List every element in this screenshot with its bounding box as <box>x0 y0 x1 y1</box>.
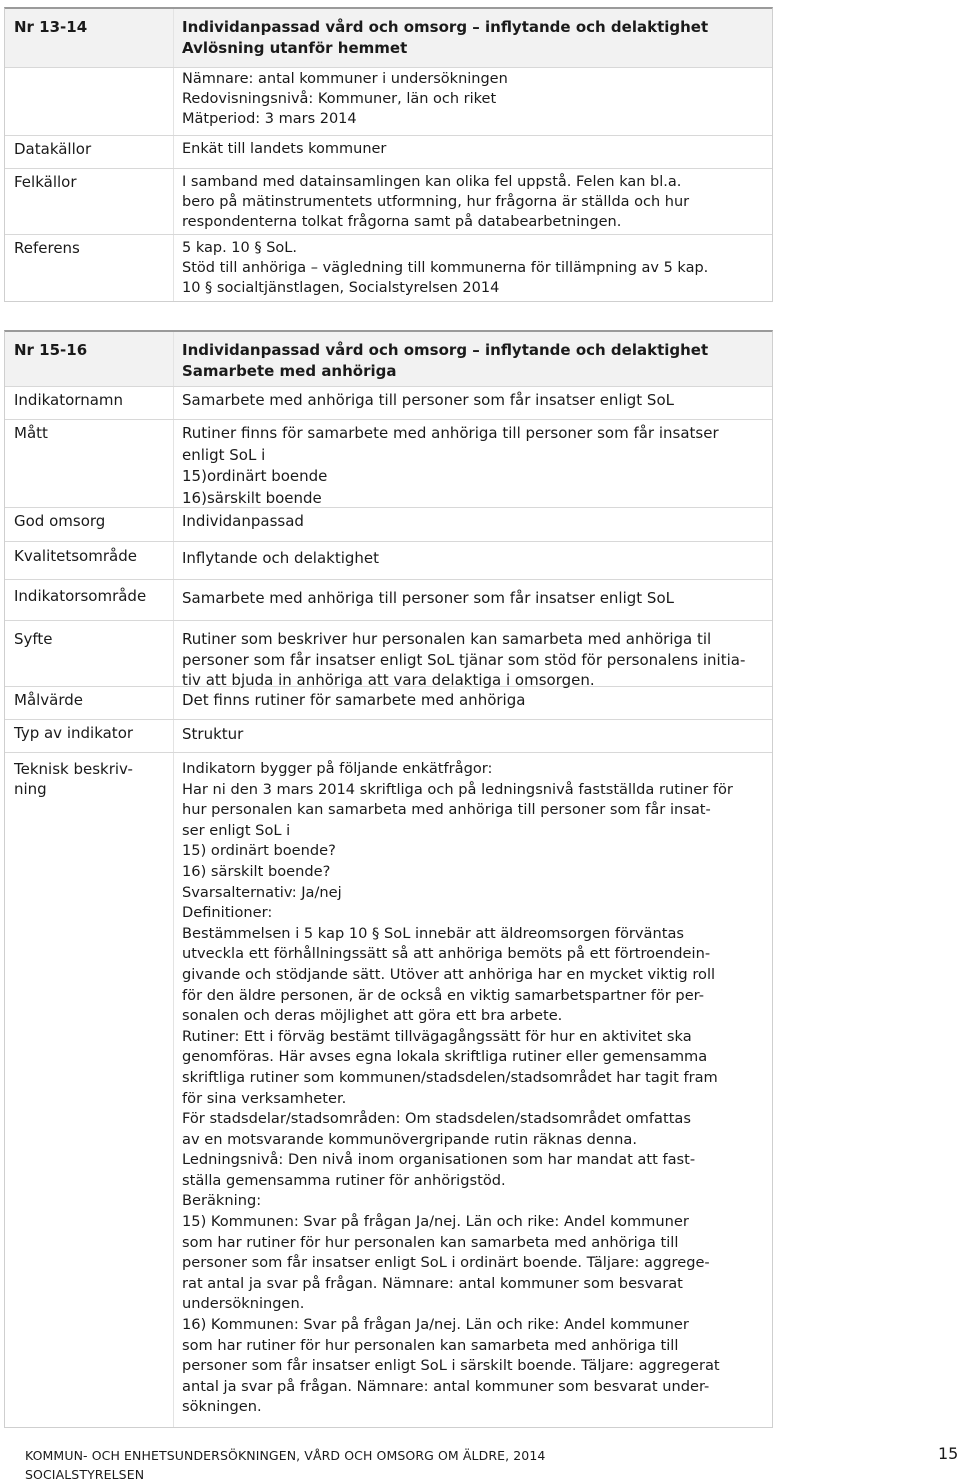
row-label: Målvärde <box>14 691 84 709</box>
description-line: som har rutiner för hur personalen kan samarbeta med anhöriga till <box>182 1336 679 1354</box>
description-line: utveckla ett förhållningssätt så att anhöriga bemöts på ett förtroendein- <box>182 945 711 963</box>
row-label: Felkällor <box>14 173 77 191</box>
description-line: sonalen och deras möjlighet att göra ett bra arbete. <box>182 1007 563 1025</box>
indicator-number: Nr 13-14 <box>14 18 88 36</box>
table-row: Indikatorsområde Samarbete med anhöriga till personer som får insatser enligt SoL <box>5 579 772 620</box>
row-label: Referens <box>14 239 80 257</box>
footer <box>25 1446 545 1484</box>
table-row <box>5 752 772 1427</box>
description-line: Bestämmelsen i 5 kap 10 § SoL innebär att äldreomsorgen förväntas <box>182 924 684 942</box>
footer-title: KOMMUN- OCH ENHETSUNDERSÖKNINGEN, VÅRD OCH OMSORG OM ÄLDRE, 2014 <box>25 1448 546 1463</box>
table-header <box>5 332 772 386</box>
table-row: Referens 5 kap. 10 § SoL. Stöd till anhöriga – vägledning till kommunerna för tillämpning av 5 kap. 10 § socialtjänstlagen, Socialstyrelsen 2014 <box>5 234 772 301</box>
description-line: skriftliga rutiner som kommunen/stadsdelen/stadsområdet har tagit fram <box>182 1068 718 1086</box>
description-line: För stadsdelar/stadsområden: Om stadsdelen/stadsområdet omfattas <box>182 1110 691 1128</box>
row-label: Mått <box>14 424 48 442</box>
indicator-table-15-16 <box>4 330 773 1428</box>
description-line: Har ni den 3 mars 2014 skriftliga och på ledningsnivå fastställda rutiner för <box>182 780 733 798</box>
indicator-title: Individanpassad vård och omsorg – inflytande och delaktighet Samarbete med anhöriga <box>173 332 772 386</box>
table-row: Syfte Rutiner som beskriver hur personalen kan samarbeta med anhöriga til personer som får insatser enligt SoL tjänar som stöd för personalens initia- tiv att bjuda in anhöriga att vara delaktiga i omsorgen. <box>5 620 772 686</box>
description-line: för sina verksamheter. <box>182 1089 347 1107</box>
description-line: för den äldre personen, är de också en viktig samarbetspartner för per- <box>182 986 705 1004</box>
table-row: God omsorg Individanpassad <box>5 507 772 541</box>
description-line: ser enligt SoL i <box>182 821 291 839</box>
table-row: Målvärde Det finns rutiner för samarbete med anhöriga <box>5 686 772 719</box>
table-row: Felkällor I samband med datainsamlingen kan olika fel uppstå. Felen kan bl.a. bero på mätinstrumentets utformning, hur frågorna är ställda och hur respondenterna tolkat frågorna samt på databearbetningen. <box>5 168 772 234</box>
table-header <box>5 9 772 67</box>
description-line: Indikatorn bygger på följande enkätfrågor: <box>182 760 493 777</box>
row-label: Datakällor <box>14 140 92 158</box>
row-label: Teknisk beskriv- ning <box>14 760 133 798</box>
description-line: Rutiner: Ett i förväg bestämt tillvägagångssätt för hur en aktivitet ska <box>182 1027 692 1045</box>
row-label: Indikatorsområde <box>14 587 147 605</box>
table-row: Mått Rutiner finns för samarbete med anhöriga till personer som får insatser enligt SoL i 15)ordinärt boende 16)särskilt boende <box>5 419 772 507</box>
description-line: antal ja svar på frågan. Nämnare: antal kommuner som besvarat under- <box>182 1377 710 1395</box>
description-line: personer som får insatser enligt SoL i särskilt boende. Täljare: aggregerat <box>182 1357 720 1375</box>
description-line: 15) Kommunen: Svar på frågan Ja/nej. Län och rike: Andel kommuner <box>182 1213 689 1231</box>
table-row: Indikatornamn Samarbete med anhöriga till personer som får insatser enligt SoL <box>5 386 772 419</box>
description-line: Ledningsnivå: Den nivå inom organisationen som har mandat att fast- <box>182 1151 696 1169</box>
description-line: som har rutiner för hur personalen kan samarbeta med anhöriga till <box>182 1233 679 1251</box>
table-row: Typ av indikator Struktur <box>5 719 772 752</box>
intro-text: Nämnare: antal kommuner i undersökningen Redovisningsnivå: Kommuner, län och riket Mätperiod: 3 mars 2014 <box>173 68 772 135</box>
description-line: undersökningen. <box>182 1295 305 1313</box>
description-line: hur personalen kan samarbeta med anhöriga till personer som får insat- <box>182 801 711 819</box>
technical-description <box>173 753 772 1427</box>
row-label: Syfte <box>14 630 53 648</box>
indicator-table-13-14 <box>4 7 773 302</box>
row-label: Kvalitetsområde <box>14 547 137 565</box>
footer-publisher: SOCIALSTYRELSEN <box>25 1467 145 1482</box>
table-row: Kvalitetsområde Inflytande och delaktighet <box>5 541 772 579</box>
table-row: Datakällor Enkät till landets kommuner <box>5 135 772 168</box>
description-line: rat antal ja svar på frågan. Nämnare: antal kommuner som besvarat <box>182 1274 683 1292</box>
row-label: Indikatornamn <box>14 391 124 409</box>
description-line: Definitioner: <box>182 904 273 922</box>
description-line: Svarsalternativ: Ja/nej <box>182 883 342 901</box>
description-line: sökningen. <box>182 1398 262 1416</box>
description-line: 16) särskilt boende? <box>182 862 331 880</box>
description-line: givande och stödjande sätt. Utöver att anhöriga har en mycket viktig roll <box>182 965 716 983</box>
description-line: genomföras. Här avses egna lokala skriftliga rutiner eller gemensamma <box>182 1048 708 1066</box>
description-line: av en motsvarande kommunövergripande rutin räknas denna. <box>182 1130 638 1148</box>
description-line: personer som får insatser enligt SoL i ordinärt boende. Täljare: aggrege- <box>182 1254 710 1272</box>
indicator-number: Nr 15-16 <box>14 341 88 359</box>
description-line: 16) Kommunen: Svar på frågan Ja/nej. Län och rike: Andel kommuner <box>182 1316 689 1334</box>
row-label: God omsorg <box>14 512 106 530</box>
description-line: Beräkning: <box>182 1192 262 1210</box>
description-line: ställa gemensamma rutiner för anhörigstöd. <box>182 1171 506 1189</box>
row-label: Typ av indikator <box>14 724 134 742</box>
indicator-title: Individanpassad vård och omsorg – inflytande och delaktighet Avlösning utanför hemmet <box>173 9 772 67</box>
page-number: 15 <box>938 1444 959 1463</box>
description-line: 15) ordinärt boende? <box>182 842 336 860</box>
table-row-intro <box>5 67 772 135</box>
